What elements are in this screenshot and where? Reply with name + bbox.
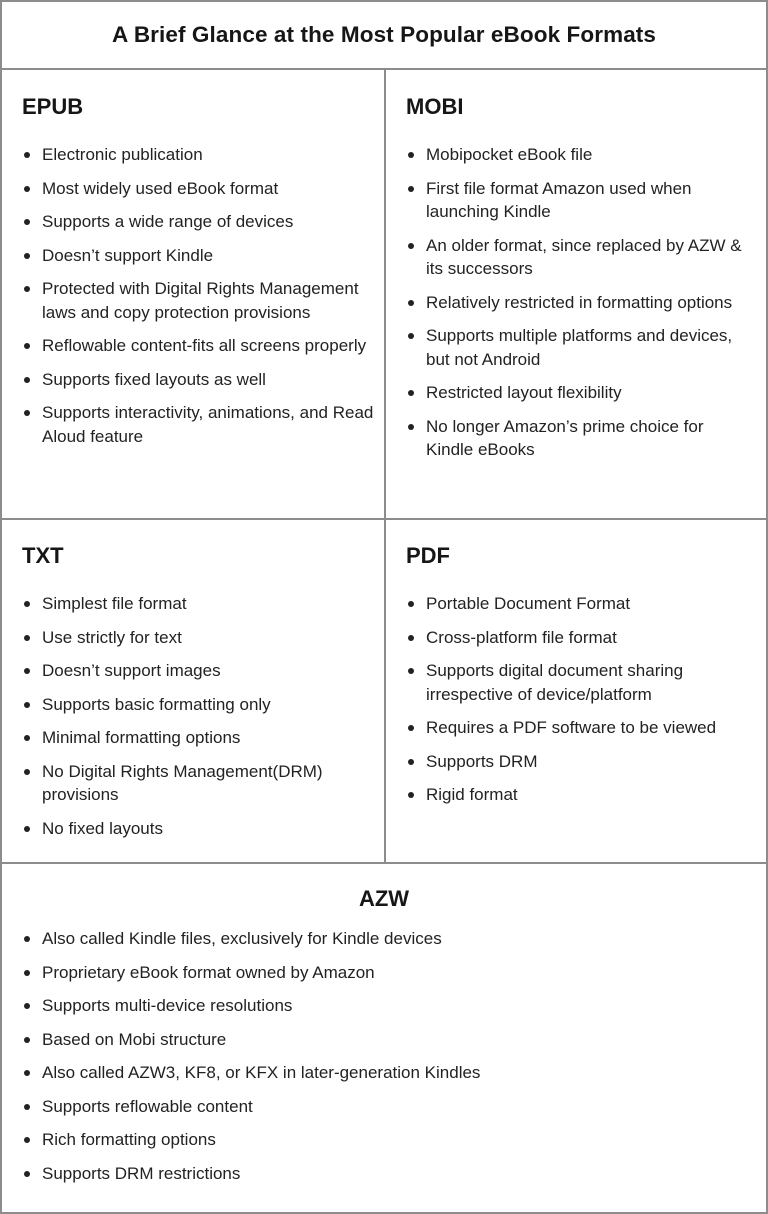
list-item <box>406 291 752 315</box>
azw-feature-list <box>22 927 746 1185</box>
bullet-icon <box>408 300 414 306</box>
list-item-text: Mobipocket eBook file <box>426 145 593 164</box>
list-item-text: Requires a PDF software to be viewed <box>426 718 717 737</box>
header <box>2 2 766 70</box>
list-item-text: Relatively restricted in formatting options <box>426 292 733 312</box>
bullet-icon <box>24 826 30 832</box>
list-item <box>22 1061 746 1085</box>
mobi-heading: MOBI <box>406 94 464 119</box>
bullet-icon <box>24 1037 30 1043</box>
column-divider-middle <box>384 520 386 862</box>
bullet-icon <box>24 668 30 674</box>
bullet-icon <box>24 152 30 158</box>
list-item <box>22 961 746 985</box>
list-item <box>22 817 378 841</box>
list-item <box>22 210 378 234</box>
bullet-icon <box>408 792 414 798</box>
bullet-icon <box>24 601 30 607</box>
column-divider-top <box>384 70 386 520</box>
bullet-icon <box>408 668 414 674</box>
list-item-text: Supports DRM restrictions <box>42 1163 241 1183</box>
epub-feature-list <box>22 143 378 448</box>
list-item <box>22 1095 746 1119</box>
list-item <box>22 244 378 268</box>
list-item <box>22 1162 746 1186</box>
pdf-feature-list <box>406 592 752 807</box>
list-item-text: Rigid format <box>426 785 518 804</box>
list-item-text: Also called Kindle files, exclusively for Kindle devices <box>42 929 442 948</box>
list-item-text: Electronic publication <box>42 145 203 164</box>
page-title: A Brief Glance at the Most Popular eBook Formats <box>111 22 657 47</box>
list-item-text: Doesn’t support Kindle <box>42 245 214 265</box>
list-item <box>406 177 752 224</box>
list-item-text: Simplest file format <box>42 594 187 613</box>
bullet-icon <box>24 1104 30 1110</box>
bullet-icon <box>408 152 414 158</box>
list-item-text: Supports digital document sharing irrespective of device/platform <box>426 661 684 704</box>
azw-section <box>22 886 746 1195</box>
list-item-text: No longer Amazon’s prime choice for Kindle eBooks <box>426 416 704 459</box>
list-item <box>22 659 378 683</box>
list-item <box>406 750 752 774</box>
list-item-text: Also called AZW3, KF8, or KFX in later-generation Kindles <box>42 1063 481 1082</box>
bullet-icon <box>408 601 414 607</box>
bullet-icon <box>24 1137 30 1143</box>
list-item <box>406 659 752 706</box>
list-item <box>406 381 752 405</box>
list-item-text: First file format Amazon used when launching Kindle <box>426 178 692 221</box>
row-divider-2 <box>2 862 766 864</box>
list-item <box>22 760 378 807</box>
list-item <box>22 927 746 951</box>
txt-heading: TXT <box>22 543 64 568</box>
list-item-text: An older format, since replaced by AZW & its successors <box>426 235 742 278</box>
list-item-text: Portable Document Format <box>426 594 631 613</box>
pdf-heading: PDF <box>406 543 450 568</box>
bullet-icon <box>24 1070 30 1076</box>
bullet-icon <box>24 219 30 225</box>
list-item <box>22 626 378 650</box>
list-item <box>22 693 378 717</box>
list-item <box>22 368 378 392</box>
list-item-text: Supports multi-device resolutions <box>42 996 293 1015</box>
txt-feature-list <box>22 592 378 840</box>
list-item-text: Restricted layout flexibility <box>426 383 622 402</box>
pdf-section <box>406 543 752 817</box>
list-item-text: Doesn’t support images <box>42 661 221 680</box>
bullet-icon <box>24 635 30 641</box>
list-item-text: Supports reflowable content <box>42 1096 253 1116</box>
bullet-icon <box>408 759 414 765</box>
list-item <box>406 234 752 281</box>
list-item-text: Supports interactivity, animations, and Read Aloud feature <box>42 403 374 446</box>
list-item-text: Supports DRM <box>426 751 538 771</box>
list-item-text: Minimal formatting options <box>42 728 241 747</box>
list-item-text: Supports a wide range of devices <box>42 212 294 231</box>
bullet-icon <box>24 769 30 775</box>
list-item-text: No Digital Rights Management(DRM) provisions <box>42 761 323 804</box>
list-item-text: Rich formatting options <box>42 1130 216 1149</box>
list-item-text: Supports basic formatting only <box>42 694 271 714</box>
bullet-icon <box>24 735 30 741</box>
bullet-icon <box>24 343 30 349</box>
list-item-text: Cross-platform file format <box>426 627 617 647</box>
list-item <box>22 143 378 167</box>
bullet-icon <box>408 186 414 192</box>
list-item <box>406 626 752 650</box>
bullet-icon <box>408 635 414 641</box>
bullet-icon <box>24 702 30 708</box>
txt-section <box>22 543 378 850</box>
list-item <box>406 324 752 371</box>
list-item <box>22 726 378 750</box>
list-item <box>22 401 378 448</box>
bullet-icon <box>408 390 414 396</box>
list-item <box>22 277 378 324</box>
list-item-text: Use strictly for text <box>42 627 182 647</box>
list-item-text: Most widely used eBook format <box>42 178 279 198</box>
bullet-icon <box>24 253 30 259</box>
list-item <box>22 334 378 358</box>
list-item <box>22 592 378 616</box>
list-item <box>406 716 752 740</box>
list-item <box>22 1128 746 1152</box>
list-item-text: Reflowable content-fits all screens properly <box>42 336 367 355</box>
list-item <box>406 592 752 616</box>
azw-heading: AZW <box>358 886 410 911</box>
bullet-icon <box>24 1003 30 1009</box>
bullet-icon <box>408 424 414 430</box>
list-item-text: Proprietary eBook format owned by Amazon <box>42 962 375 982</box>
list-item <box>406 415 752 462</box>
bullet-icon <box>408 333 414 339</box>
list-item <box>22 994 746 1018</box>
list-item-text: No fixed layouts <box>42 818 163 838</box>
bullet-icon <box>24 377 30 383</box>
list-item <box>22 177 378 201</box>
list-item <box>406 783 752 807</box>
bullet-icon <box>24 186 30 192</box>
epub-section <box>22 94 378 458</box>
mobi-feature-list <box>406 143 752 462</box>
list-item <box>406 143 752 167</box>
bullet-icon <box>24 410 30 416</box>
list-item-text: Based on Mobi structure <box>42 1029 227 1049</box>
list-item <box>22 1028 746 1052</box>
list-item-text: Supports multiple platforms and devices, but not Android <box>426 326 733 369</box>
bullet-icon <box>24 1171 30 1177</box>
bullet-icon <box>408 725 414 731</box>
bullet-icon <box>24 936 30 942</box>
list-item-text: Supports fixed layouts as well <box>42 369 266 389</box>
list-item-text: Protected with Digital Rights Management laws and copy protection provisions <box>42 279 359 322</box>
bullet-icon <box>408 243 414 249</box>
epub-heading: EPUB <box>22 94 84 119</box>
bullet-icon <box>24 286 30 292</box>
mobi-section <box>406 94 752 472</box>
bullet-icon <box>24 970 30 976</box>
